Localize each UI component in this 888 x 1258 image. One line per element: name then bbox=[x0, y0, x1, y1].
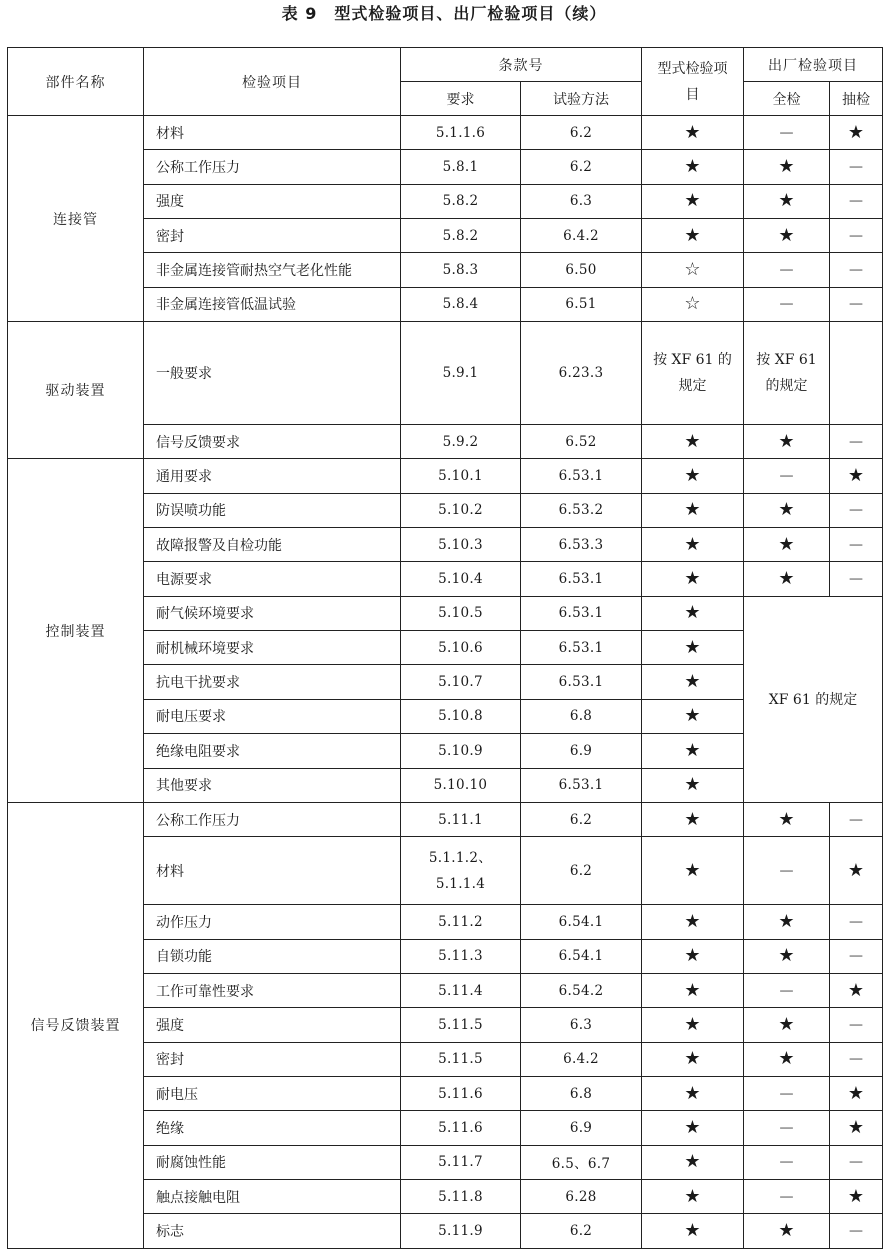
full-check-mark: ★ bbox=[744, 562, 830, 596]
type-test-mark: ★ bbox=[642, 1214, 744, 1248]
type-test-mark: ☆ bbox=[642, 287, 744, 321]
inspection-table bbox=[7, 47, 883, 1249]
test-method-clause: 6.51 bbox=[521, 287, 642, 321]
test-method-clause: 6.9 bbox=[521, 1111, 642, 1145]
item-name: 材料 bbox=[144, 837, 401, 905]
type-test-mark: ★ bbox=[642, 1145, 744, 1179]
test-method-clause: 6.4.2 bbox=[521, 219, 642, 253]
requirement-clause: 5.10.7 bbox=[401, 665, 521, 699]
sample-check-mark: ★ bbox=[830, 459, 883, 493]
full-check-mark: — bbox=[744, 837, 830, 905]
sample-check-mark: — bbox=[830, 287, 883, 321]
test-method-clause: 6.2 bbox=[521, 150, 642, 184]
full-check-mark: ★ bbox=[744, 905, 830, 939]
requirement-clause: 5.8.1 bbox=[401, 150, 521, 184]
type-test-mark: ★ bbox=[642, 1179, 744, 1213]
requirement-clause: 5.1.1.6 bbox=[401, 116, 521, 150]
item-name: 工作可靠性要求 bbox=[144, 973, 401, 1007]
group-name: 连接管 bbox=[8, 116, 144, 322]
sample-check-mark: — bbox=[830, 528, 883, 562]
table-row bbox=[8, 116, 883, 150]
type-test-mark: ★ bbox=[642, 1111, 744, 1145]
item-name: 故障报警及自检功能 bbox=[144, 528, 401, 562]
item-name: 密封 bbox=[144, 1042, 401, 1076]
item-name: 耐腐蚀性能 bbox=[144, 1145, 401, 1179]
type-test-mark: ★ bbox=[642, 596, 744, 630]
requirement-clause: 5.8.2 bbox=[401, 219, 521, 253]
type-test-mark: ★ bbox=[642, 665, 744, 699]
full-check-mark: — bbox=[744, 459, 830, 493]
full-check-mark: ★ bbox=[744, 939, 830, 973]
item-name: 密封 bbox=[144, 219, 401, 253]
item-name: 通用要求 bbox=[144, 459, 401, 493]
type-test-mark: ★ bbox=[642, 699, 744, 733]
full-check-mark: — bbox=[744, 1076, 830, 1110]
sample-check-mark: — bbox=[830, 493, 883, 527]
sample-check-mark: — bbox=[830, 425, 883, 459]
test-method-clause: 6.53.3 bbox=[521, 528, 642, 562]
full-check-mark: — bbox=[744, 253, 830, 287]
test-method-clause: 6.2 bbox=[521, 116, 642, 150]
test-method-clause: 6.2 bbox=[521, 802, 642, 836]
requirement-clause: 5.10.9 bbox=[401, 734, 521, 768]
type-test-mark: ★ bbox=[642, 734, 744, 768]
requirement-clause: 5.10.1 bbox=[401, 459, 521, 493]
full-check-mark: ★ bbox=[744, 184, 830, 218]
full-check-mark: ★ bbox=[744, 802, 830, 836]
requirement-clause: 5.10.5 bbox=[401, 596, 521, 630]
test-method-clause: 6.4.2 bbox=[521, 1042, 642, 1076]
sample-check-mark: — bbox=[830, 1145, 883, 1179]
test-method-clause: 6.53.1 bbox=[521, 768, 642, 802]
requirement-clause: 5.11.4 bbox=[401, 973, 521, 1007]
full-check-mark: ★ bbox=[744, 528, 830, 562]
sample-check-mark: ★ bbox=[830, 973, 883, 1007]
item-name: 材料 bbox=[144, 116, 401, 150]
test-method-clause: 6.3 bbox=[521, 1008, 642, 1042]
sample-check-mark: — bbox=[830, 150, 883, 184]
test-method-clause: 6.52 bbox=[521, 425, 642, 459]
requirement-clause: 5.11.5 bbox=[401, 1008, 521, 1042]
item-name: 电源要求 bbox=[144, 562, 401, 596]
item-name: 非金属连接管耐热空气老化性能 bbox=[144, 253, 401, 287]
requirement-clause: 5.10.2 bbox=[401, 493, 521, 527]
requirement-clause: 5.11.9 bbox=[401, 1214, 521, 1248]
test-method-clause: 6.9 bbox=[521, 734, 642, 768]
header-clause: 条款号 bbox=[401, 48, 642, 82]
item-name: 绝缘 bbox=[144, 1111, 401, 1145]
sample-check-mark: — bbox=[830, 253, 883, 287]
full-check-mark: — bbox=[744, 1111, 830, 1145]
requirement-clause: 5.8.2 bbox=[401, 184, 521, 218]
requirement-clause: 5.11.1 bbox=[401, 802, 521, 836]
full-check-mark: — bbox=[744, 973, 830, 1007]
sample-check-mark: ★ bbox=[830, 1111, 883, 1145]
item-name: 公称工作压力 bbox=[144, 150, 401, 184]
full-check-mark: ★ bbox=[744, 425, 830, 459]
header-item: 检验项目 bbox=[144, 48, 401, 116]
type-test-mark: ★ bbox=[642, 1008, 744, 1042]
sample-check-mark: — bbox=[830, 1042, 883, 1076]
table-row bbox=[8, 322, 883, 425]
table-row bbox=[8, 802, 883, 836]
requirement-clause: 5.8.4 bbox=[401, 287, 521, 321]
item-name: 触点接触电阻 bbox=[144, 1179, 401, 1213]
type-test-mark: ★ bbox=[642, 562, 744, 596]
test-method-clause: 6.53.1 bbox=[521, 631, 642, 665]
test-method-clause: 6.2 bbox=[521, 837, 642, 905]
type-test-mark: ★ bbox=[642, 528, 744, 562]
type-test-mark: 按 XF 61 的规定 bbox=[642, 322, 744, 425]
test-method-clause: 6.3 bbox=[521, 184, 642, 218]
type-test-mark: ★ bbox=[642, 150, 744, 184]
item-name: 信号反馈要求 bbox=[144, 425, 401, 459]
test-method-clause: 6.53.1 bbox=[521, 562, 642, 596]
requirement-clause: 5.9.2 bbox=[401, 425, 521, 459]
test-method-clause: 6.5、6.7 bbox=[521, 1145, 642, 1179]
type-test-mark: ★ bbox=[642, 802, 744, 836]
header-part-name: 部件名称 bbox=[8, 48, 144, 116]
full-check-mark: — bbox=[744, 116, 830, 150]
test-method-clause: 6.28 bbox=[521, 1179, 642, 1213]
sample-check-mark: ★ bbox=[830, 1179, 883, 1213]
requirement-clause-line: 5.1.1.4 bbox=[435, 875, 486, 892]
requirement-clause-line: 5.1.1.2、 bbox=[428, 849, 493, 866]
type-test-mark: ★ bbox=[642, 631, 744, 665]
item-name: 其他要求 bbox=[144, 768, 401, 802]
test-method-clause: 6.2 bbox=[521, 1214, 642, 1248]
header-requirement: 要求 bbox=[401, 82, 521, 116]
item-name: 耐机械环境要求 bbox=[144, 631, 401, 665]
type-test-mark: ★ bbox=[642, 219, 744, 253]
sample-check-mark: ★ bbox=[830, 1076, 883, 1110]
sample-check-mark: — bbox=[830, 939, 883, 973]
header-sample: 抽检 bbox=[830, 82, 883, 116]
item-name: 耐电压 bbox=[144, 1076, 401, 1110]
group-name: 驱动装置 bbox=[8, 322, 144, 459]
requirement-clause: 5.8.3 bbox=[401, 253, 521, 287]
item-name: 动作压力 bbox=[144, 905, 401, 939]
table-body bbox=[8, 116, 883, 1249]
sample-check-mark: — bbox=[830, 1008, 883, 1042]
sample-check-mark: — bbox=[830, 905, 883, 939]
test-method-clause: 6.8 bbox=[521, 699, 642, 733]
requirement-clause: 5.10.10 bbox=[401, 768, 521, 802]
full-check-mark: — bbox=[744, 1179, 830, 1213]
test-method-clause: 6.53.2 bbox=[521, 493, 642, 527]
item-name: 耐气候环境要求 bbox=[144, 596, 401, 630]
header-factory-test: 出厂检验项目 bbox=[744, 48, 883, 82]
requirement-clause: 5.11.2 bbox=[401, 905, 521, 939]
full-check-mark: ★ bbox=[744, 219, 830, 253]
full-check-mark: ★ bbox=[744, 150, 830, 184]
type-test-mark: ★ bbox=[642, 1042, 744, 1076]
sample-check-mark: — bbox=[830, 1214, 883, 1248]
requirement-clause: 5.10.8 bbox=[401, 699, 521, 733]
requirement-clause: 5.10.4 bbox=[401, 562, 521, 596]
type-test-mark: ★ bbox=[642, 425, 744, 459]
item-name: 标志 bbox=[144, 1214, 401, 1248]
merged-factory-note: XF 61 的规定 bbox=[744, 596, 883, 802]
item-name: 防误喷功能 bbox=[144, 493, 401, 527]
table-header bbox=[8, 48, 883, 116]
type-test-mark: ★ bbox=[642, 768, 744, 802]
table-title: 表 9 型式检验项目、出厂检验项目（续） bbox=[281, 4, 607, 23]
item-name: 自锁功能 bbox=[144, 939, 401, 973]
requirement-clause: 5.11.6 bbox=[401, 1076, 521, 1110]
full-check-mark: 按 XF 61 的规定 bbox=[744, 322, 830, 425]
type-test-mark: ★ bbox=[642, 973, 744, 1007]
requirement-clause: 5.11.8 bbox=[401, 1179, 521, 1213]
requirement-clause bbox=[401, 837, 521, 905]
test-method-clause: 6.23.3 bbox=[521, 322, 642, 425]
group-name: 控制装置 bbox=[8, 459, 144, 802]
sample-check-mark: — bbox=[830, 802, 883, 836]
requirement-clause: 5.11.5 bbox=[401, 1042, 521, 1076]
requirement-clause: 5.9.1 bbox=[401, 322, 521, 425]
full-check-mark: — bbox=[744, 287, 830, 321]
header-type-test: 型式检验项目 bbox=[642, 48, 744, 116]
sample-check-mark bbox=[830, 322, 883, 425]
item-name: 公称工作压力 bbox=[144, 802, 401, 836]
full-check-mark: ★ bbox=[744, 1214, 830, 1248]
requirement-clause: 5.10.3 bbox=[401, 528, 521, 562]
header-test-method: 试验方法 bbox=[521, 82, 642, 116]
full-check-mark: ★ bbox=[744, 493, 830, 527]
requirement-clause: 5.10.6 bbox=[401, 631, 521, 665]
type-test-mark: ★ bbox=[642, 493, 744, 527]
full-check-mark: ★ bbox=[744, 1008, 830, 1042]
test-method-clause: 6.53.1 bbox=[521, 459, 642, 493]
test-method-clause: 6.54.1 bbox=[521, 939, 642, 973]
item-name: 抗电干扰要求 bbox=[144, 665, 401, 699]
requirement-clause: 5.11.3 bbox=[401, 939, 521, 973]
requirement-clause: 5.11.6 bbox=[401, 1111, 521, 1145]
test-method-clause: 6.53.1 bbox=[521, 596, 642, 630]
type-test-mark: ★ bbox=[642, 837, 744, 905]
type-test-mark: ★ bbox=[642, 184, 744, 218]
requirement-clause: 5.11.7 bbox=[401, 1145, 521, 1179]
test-method-clause: 6.54.1 bbox=[521, 905, 642, 939]
group-name: 信号反馈装置 bbox=[8, 802, 144, 1248]
item-name: 非金属连接管低温试验 bbox=[144, 287, 401, 321]
sample-check-mark: — bbox=[830, 219, 883, 253]
item-name: 耐电压要求 bbox=[144, 699, 401, 733]
type-test-mark: ★ bbox=[642, 905, 744, 939]
type-test-mark: ★ bbox=[642, 116, 744, 150]
type-test-mark: ★ bbox=[642, 459, 744, 493]
test-method-clause: 6.54.2 bbox=[521, 973, 642, 1007]
table-row bbox=[8, 459, 883, 493]
item-name: 强度 bbox=[144, 1008, 401, 1042]
type-test-mark: ☆ bbox=[642, 253, 744, 287]
full-check-mark: — bbox=[744, 1145, 830, 1179]
header-full: 全检 bbox=[744, 82, 830, 116]
type-test-mark: ★ bbox=[642, 939, 744, 973]
sample-check-mark: ★ bbox=[830, 837, 883, 905]
item-name: 一般要求 bbox=[144, 322, 401, 425]
test-method-clause: 6.50 bbox=[521, 253, 642, 287]
sample-check-mark: — bbox=[830, 562, 883, 596]
type-test-mark: ★ bbox=[642, 1076, 744, 1110]
test-method-clause: 6.53.1 bbox=[521, 665, 642, 699]
sample-check-mark: — bbox=[830, 184, 883, 218]
full-check-mark: ★ bbox=[744, 1042, 830, 1076]
item-name: 绝缘电阻要求 bbox=[144, 734, 401, 768]
sample-check-mark: ★ bbox=[830, 116, 883, 150]
item-name: 强度 bbox=[144, 184, 401, 218]
test-method-clause: 6.8 bbox=[521, 1076, 642, 1110]
